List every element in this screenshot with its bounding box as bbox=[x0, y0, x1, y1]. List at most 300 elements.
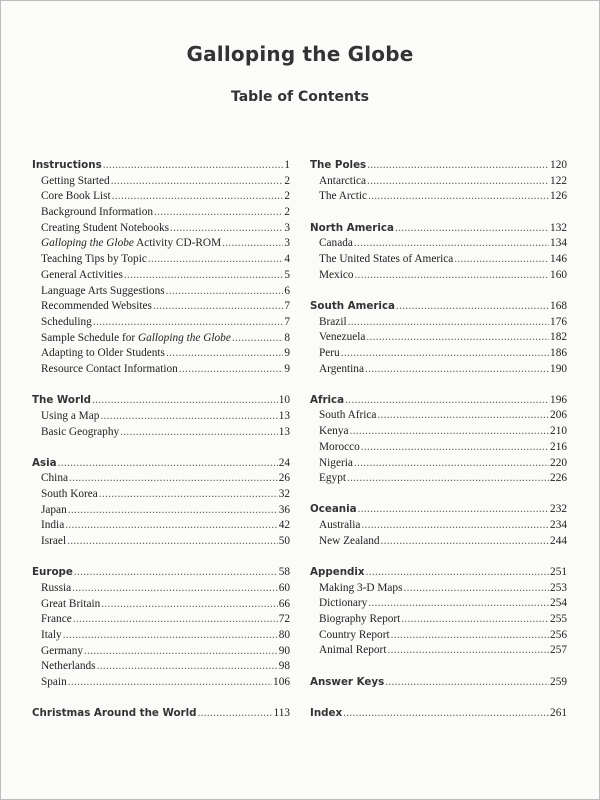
entry-title bbox=[319, 643, 386, 659]
entry-title-part: Scheduling bbox=[41, 315, 92, 328]
entry-title-part: Italy bbox=[41, 629, 62, 642]
toc-entry[interactable] bbox=[310, 330, 567, 346]
entry-title bbox=[41, 205, 153, 221]
page-number: 122 bbox=[550, 174, 567, 187]
page-number: 72 bbox=[278, 613, 290, 626]
entry-title bbox=[41, 409, 99, 425]
dot-leader bbox=[366, 565, 549, 581]
toc-entry[interactable] bbox=[32, 487, 290, 503]
dot-leader bbox=[112, 189, 284, 205]
toc-entry[interactable] bbox=[32, 268, 290, 284]
section-title: Appendix bbox=[310, 565, 365, 578]
entry-title bbox=[319, 346, 340, 362]
page-number: 113 bbox=[273, 707, 290, 720]
entry-title-part: Egypt bbox=[319, 472, 346, 485]
page-number: 3 bbox=[284, 237, 290, 250]
dot-leader bbox=[153, 299, 283, 315]
entry-title bbox=[319, 315, 347, 331]
dot-leader bbox=[68, 503, 278, 519]
entry-title-part: Germany bbox=[41, 644, 84, 657]
entry-title-part: Australia bbox=[319, 519, 361, 532]
toc-entry[interactable] bbox=[310, 534, 567, 550]
entry-title bbox=[41, 236, 221, 252]
entry-title-part: China bbox=[41, 472, 68, 485]
entry-title-part: General Activities bbox=[41, 268, 123, 281]
entry-title-part: Sample Schedule for bbox=[41, 331, 138, 344]
section-title: South America bbox=[310, 299, 395, 312]
dot-leader bbox=[222, 236, 283, 252]
toc-entry[interactable] bbox=[32, 675, 290, 691]
entry-title bbox=[41, 487, 98, 503]
toc-section bbox=[310, 299, 567, 377]
page-number: 244 bbox=[550, 534, 567, 547]
dot-leader bbox=[124, 268, 283, 284]
dot-leader bbox=[368, 596, 549, 612]
toc-entry[interactable] bbox=[310, 456, 567, 472]
entry-title bbox=[41, 268, 123, 284]
toc-entry[interactable] bbox=[32, 205, 290, 221]
entry-title-part: Getting Started bbox=[41, 174, 110, 187]
toc-section-heading[interactable] bbox=[310, 675, 567, 691]
page-number: 1 bbox=[284, 159, 290, 171]
page-number: 226 bbox=[550, 472, 567, 485]
page-number: 216 bbox=[550, 440, 567, 453]
entry-title bbox=[319, 456, 353, 472]
entry-title bbox=[319, 268, 354, 284]
dot-leader bbox=[93, 315, 284, 331]
toc-entry[interactable] bbox=[310, 408, 567, 424]
toc-entry[interactable] bbox=[32, 284, 290, 300]
entry-title bbox=[41, 659, 96, 675]
toc-entry[interactable] bbox=[32, 659, 290, 675]
dot-leader bbox=[74, 565, 278, 581]
page-number: 234 bbox=[550, 519, 567, 532]
entry-title-part: Biography Report bbox=[319, 613, 401, 625]
entry-title bbox=[41, 189, 111, 205]
page-number: 80 bbox=[278, 629, 290, 642]
dot-leader bbox=[154, 205, 283, 221]
entry-title-part: Activity CD-ROM bbox=[133, 237, 222, 250]
entry-title-part: Antarctica bbox=[319, 174, 367, 187]
page-number: 66 bbox=[278, 597, 290, 610]
section-title: Asia bbox=[32, 456, 57, 469]
page-number: 8 bbox=[284, 331, 290, 344]
dot-leader bbox=[403, 581, 549, 597]
dot-leader bbox=[84, 644, 278, 660]
entry-title-part: South Korea bbox=[41, 488, 98, 501]
entry-title-part: Morocco bbox=[319, 440, 360, 453]
section-title: Christmas Around the World bbox=[32, 707, 197, 720]
page-number: 253 bbox=[550, 581, 567, 594]
entry-title-part: Russia bbox=[41, 582, 72, 594]
entry-title bbox=[41, 252, 147, 268]
entry-title bbox=[319, 596, 367, 612]
dot-leader bbox=[348, 315, 549, 331]
entry-title bbox=[319, 581, 402, 597]
page-number: 98 bbox=[278, 660, 290, 673]
dot-leader bbox=[101, 597, 277, 613]
dot-leader bbox=[99, 487, 278, 503]
toc-left-column bbox=[32, 158, 290, 738]
toc-entry[interactable] bbox=[32, 518, 290, 534]
toc-entry[interactable] bbox=[310, 315, 567, 331]
section-title: Oceania bbox=[310, 503, 357, 516]
dot-leader bbox=[385, 675, 549, 691]
entry-title-part: Using a Map bbox=[41, 409, 100, 422]
dot-leader bbox=[381, 534, 550, 550]
page-number: 160 bbox=[550, 268, 567, 281]
toc-entry[interactable] bbox=[310, 362, 567, 378]
page-number: 42 bbox=[278, 519, 290, 532]
page-number: 259 bbox=[550, 675, 567, 688]
toc-entry[interactable] bbox=[310, 236, 567, 252]
toc-section bbox=[310, 565, 567, 659]
dot-leader bbox=[365, 362, 549, 378]
page-number: 232 bbox=[550, 503, 567, 516]
page-number: 182 bbox=[550, 331, 567, 344]
page-number: 257 bbox=[550, 644, 567, 657]
toc-entry[interactable] bbox=[310, 189, 567, 205]
entry-title-part: South Africa bbox=[319, 409, 377, 422]
dot-leader bbox=[366, 330, 549, 346]
entry-title bbox=[41, 362, 178, 378]
entry-title-part: Creating Student Notebooks bbox=[41, 221, 170, 234]
toc-entry[interactable] bbox=[32, 299, 290, 315]
toc-entry[interactable] bbox=[32, 221, 290, 237]
dot-leader bbox=[361, 440, 549, 456]
toc-section-heading[interactable] bbox=[310, 299, 567, 315]
toc-entry[interactable] bbox=[310, 628, 567, 644]
dot-leader bbox=[349, 424, 549, 440]
entry-title-part: India bbox=[41, 519, 65, 532]
dot-leader bbox=[354, 236, 549, 252]
toc-section-heading[interactable] bbox=[310, 158, 567, 174]
dot-leader bbox=[367, 174, 549, 190]
entry-title-part: Kenya bbox=[319, 425, 349, 438]
toc-section bbox=[32, 393, 290, 440]
toc-entry[interactable] bbox=[32, 346, 290, 362]
entry-title-part: The United States of America bbox=[319, 252, 454, 265]
entry-title-part: Core Book List bbox=[41, 190, 111, 203]
toc-section-heading[interactable] bbox=[32, 158, 290, 174]
entry-title bbox=[41, 221, 169, 237]
section-title: Index bbox=[310, 706, 343, 719]
section-title: The Poles bbox=[310, 159, 367, 171]
page-number: 9 bbox=[284, 347, 290, 360]
page-number: 251 bbox=[550, 565, 567, 578]
toc-entry[interactable] bbox=[310, 581, 567, 597]
dot-leader bbox=[391, 628, 549, 644]
page-number: 132 bbox=[550, 221, 567, 234]
toc-right-column bbox=[310, 158, 567, 737]
dot-leader bbox=[387, 643, 549, 659]
dot-leader bbox=[358, 502, 549, 518]
page-number: 220 bbox=[550, 456, 567, 469]
entry-title-part: Making 3-D Maps bbox=[319, 581, 403, 594]
section-title: Instructions bbox=[32, 159, 102, 171]
toc-section bbox=[310, 706, 567, 722]
entry-title bbox=[41, 471, 68, 487]
page-number: 32 bbox=[278, 488, 290, 501]
entry-title bbox=[41, 299, 152, 315]
toc-entry[interactable] bbox=[310, 174, 567, 190]
section-title: Africa bbox=[310, 393, 345, 406]
toc-entry[interactable] bbox=[32, 425, 290, 441]
entry-title-part: Japan bbox=[41, 503, 67, 516]
toc-entry[interactable] bbox=[310, 471, 567, 487]
page-subtitle: Table of Contents bbox=[230, 89, 369, 105]
dot-leader bbox=[63, 628, 278, 644]
toc-section-heading[interactable] bbox=[32, 565, 290, 581]
toc-entry[interactable] bbox=[32, 409, 290, 425]
dot-leader bbox=[120, 425, 278, 441]
toc-entry[interactable] bbox=[310, 612, 567, 628]
dot-leader bbox=[170, 221, 283, 237]
dot-leader bbox=[367, 158, 549, 174]
dot-leader bbox=[67, 534, 278, 550]
dot-leader bbox=[401, 612, 549, 628]
entry-title bbox=[319, 408, 376, 424]
toc-entry[interactable] bbox=[310, 424, 567, 440]
entry-title bbox=[41, 315, 92, 331]
toc-entry[interactable] bbox=[310, 268, 567, 284]
page-number: 3 bbox=[284, 221, 290, 234]
entry-title-part: Galloping the Globe bbox=[41, 237, 134, 250]
entry-title-part: New Zealand bbox=[319, 534, 380, 547]
entry-title-part: Basic Geography bbox=[41, 425, 120, 438]
toc-section bbox=[310, 502, 567, 549]
page-number: 126 bbox=[550, 190, 567, 203]
entry-title-part: Netherlands bbox=[41, 660, 96, 673]
entry-title bbox=[319, 440, 360, 456]
toc-section bbox=[310, 675, 567, 691]
page-number: 13 bbox=[278, 425, 290, 438]
page-number: 7 bbox=[284, 300, 290, 313]
entry-title-part: Teaching Tips by Topic bbox=[41, 253, 147, 266]
dot-leader bbox=[100, 409, 277, 425]
toc-entry[interactable] bbox=[32, 315, 290, 331]
dot-leader bbox=[341, 346, 549, 362]
entry-title-part: Canada bbox=[319, 237, 353, 250]
entry-title bbox=[319, 534, 380, 550]
dot-leader bbox=[166, 284, 284, 300]
page-number: 58 bbox=[278, 566, 290, 579]
page-number: 50 bbox=[278, 535, 290, 548]
dot-leader bbox=[179, 362, 284, 378]
page-number: 186 bbox=[550, 346, 567, 359]
entry-title-part: Nigeria bbox=[319, 456, 353, 469]
entry-title-part: Venezuela bbox=[319, 331, 366, 344]
dot-leader bbox=[111, 174, 284, 190]
dot-leader bbox=[148, 252, 283, 268]
page-number: 134 bbox=[550, 237, 567, 250]
toc-entry[interactable] bbox=[32, 534, 290, 550]
dot-leader bbox=[396, 299, 549, 315]
entry-title-part: Galloping the Globe bbox=[137, 331, 231, 344]
dot-leader bbox=[97, 659, 278, 675]
toc-section-heading[interactable] bbox=[310, 221, 567, 237]
entry-title bbox=[319, 189, 367, 205]
entry-title bbox=[319, 330, 365, 346]
dot-leader bbox=[198, 706, 273, 722]
dot-leader bbox=[58, 456, 278, 472]
dot-leader bbox=[103, 158, 284, 174]
toc-entry[interactable] bbox=[32, 503, 290, 519]
entry-title bbox=[319, 252, 453, 268]
dot-leader bbox=[65, 518, 277, 534]
page-number: 196 bbox=[550, 393, 567, 406]
entry-title-part: Recommended Websites bbox=[41, 300, 152, 313]
page-number: 90 bbox=[278, 644, 290, 657]
toc-entry[interactable] bbox=[310, 518, 567, 534]
page-number: 176 bbox=[550, 315, 567, 328]
toc-entry[interactable] bbox=[32, 236, 290, 252]
toc-entry[interactable] bbox=[310, 346, 567, 362]
section-title: Europe bbox=[32, 566, 73, 579]
entry-title bbox=[41, 284, 165, 300]
entry-title bbox=[41, 628, 62, 644]
toc-entry[interactable] bbox=[310, 252, 567, 268]
toc-entry[interactable] bbox=[32, 471, 290, 487]
entry-title bbox=[319, 628, 390, 644]
toc-entry[interactable] bbox=[32, 597, 290, 613]
page-number: 60 bbox=[278, 582, 290, 594]
entry-title bbox=[41, 331, 231, 347]
page-number: 7 bbox=[284, 315, 290, 328]
entry-title bbox=[319, 424, 348, 440]
entry-title bbox=[319, 236, 353, 252]
entry-title bbox=[41, 597, 100, 613]
toc-entry[interactable] bbox=[310, 440, 567, 456]
page-number: 24 bbox=[278, 456, 290, 469]
entry-title bbox=[319, 518, 360, 534]
entry-title bbox=[41, 503, 67, 519]
toc-section-heading[interactable] bbox=[310, 393, 567, 409]
entry-title bbox=[41, 534, 66, 550]
entry-title bbox=[319, 174, 366, 190]
toc-section bbox=[32, 158, 290, 378]
toc-entry[interactable] bbox=[310, 643, 567, 659]
entry-title-part: Mexico bbox=[319, 268, 354, 281]
entry-title bbox=[319, 362, 364, 378]
entry-title bbox=[319, 612, 400, 628]
entry-title-part: The Arctic bbox=[319, 190, 367, 203]
entry-title-part: Brazil bbox=[319, 315, 347, 328]
dot-leader bbox=[354, 456, 549, 472]
dot-leader bbox=[361, 518, 549, 534]
page-number: 10 bbox=[278, 394, 290, 407]
entry-title-part: Animal Report bbox=[319, 644, 387, 657]
page-number: 36 bbox=[278, 503, 290, 516]
entry-title bbox=[41, 425, 119, 441]
dot-leader bbox=[345, 393, 549, 409]
toc-section bbox=[310, 393, 567, 487]
entry-title-part: Adapting to Older Students bbox=[41, 347, 165, 360]
entry-title bbox=[41, 581, 71, 597]
entry-title bbox=[41, 346, 165, 362]
entry-title-part: Dictionary bbox=[319, 597, 368, 610]
toc-entry[interactable] bbox=[32, 331, 290, 347]
entry-title bbox=[319, 471, 346, 487]
toc-section-heading[interactable] bbox=[32, 456, 290, 472]
toc-section-heading[interactable] bbox=[310, 565, 567, 581]
toc-entry[interactable] bbox=[32, 628, 290, 644]
toc-section-heading[interactable] bbox=[310, 502, 567, 518]
dot-leader bbox=[69, 471, 278, 487]
page-number: 146 bbox=[550, 252, 567, 265]
page-number: 4 bbox=[284, 253, 290, 266]
dot-leader bbox=[347, 471, 549, 487]
toc-section-heading[interactable] bbox=[32, 706, 290, 722]
page-number: 5 bbox=[284, 268, 290, 281]
toc-section bbox=[32, 565, 290, 691]
page-number: 206 bbox=[550, 409, 567, 422]
section-title: Answer Keys bbox=[310, 675, 385, 688]
toc-section-heading[interactable] bbox=[32, 393, 290, 409]
entry-title-part: Country Report bbox=[319, 628, 390, 641]
dot-leader bbox=[73, 612, 278, 628]
dot-leader bbox=[72, 581, 278, 597]
page-number: 13 bbox=[278, 409, 290, 422]
entry-title-part: Background Information bbox=[41, 206, 153, 219]
dot-leader bbox=[232, 331, 284, 347]
dot-leader bbox=[166, 346, 283, 362]
toc-entry[interactable] bbox=[310, 596, 567, 612]
dot-leader bbox=[343, 706, 549, 722]
page-number: 2 bbox=[284, 174, 290, 187]
page-number: 26 bbox=[278, 472, 290, 485]
dot-leader bbox=[368, 189, 549, 205]
entry-title-part: Israel bbox=[41, 535, 67, 548]
dot-leader bbox=[68, 675, 272, 691]
toc-section bbox=[32, 456, 290, 550]
entry-title-part: Resource Contact Information bbox=[41, 362, 178, 375]
dot-leader bbox=[355, 268, 550, 284]
entry-title bbox=[41, 644, 83, 660]
entry-title-part: Language Arts Suggestions bbox=[41, 284, 165, 297]
entry-title bbox=[41, 174, 110, 190]
entry-title-part: Spain bbox=[41, 676, 67, 689]
page-number: 168 bbox=[550, 299, 567, 312]
toc-section bbox=[32, 706, 290, 722]
dot-leader bbox=[395, 221, 549, 237]
entry-title-part: Great Britain bbox=[41, 597, 101, 610]
toc-section bbox=[310, 221, 567, 284]
entry-title bbox=[41, 612, 72, 628]
dot-leader bbox=[454, 252, 549, 268]
toc-entry[interactable] bbox=[32, 189, 290, 205]
toc-entry[interactable] bbox=[32, 252, 290, 268]
toc-entry[interactable] bbox=[32, 644, 290, 660]
page-number: 254 bbox=[550, 597, 567, 610]
section-title: North America bbox=[310, 221, 394, 234]
dot-leader bbox=[377, 408, 549, 424]
toc-section bbox=[310, 158, 567, 205]
page-number: 256 bbox=[550, 628, 567, 641]
entry-title-part: France bbox=[41, 613, 72, 626]
page-number: 210 bbox=[550, 425, 567, 438]
entry-title bbox=[41, 675, 67, 691]
toc-entry[interactable] bbox=[32, 612, 290, 628]
toc-entry[interactable] bbox=[32, 581, 290, 597]
toc-section-heading[interactable] bbox=[310, 706, 567, 722]
page-number: 2 bbox=[284, 190, 290, 203]
toc-entry[interactable] bbox=[32, 362, 290, 378]
entry-title-part: Argentina bbox=[319, 362, 364, 375]
page-number: 120 bbox=[550, 159, 567, 171]
page-number: 190 bbox=[550, 362, 567, 375]
toc-entry[interactable] bbox=[32, 174, 290, 190]
